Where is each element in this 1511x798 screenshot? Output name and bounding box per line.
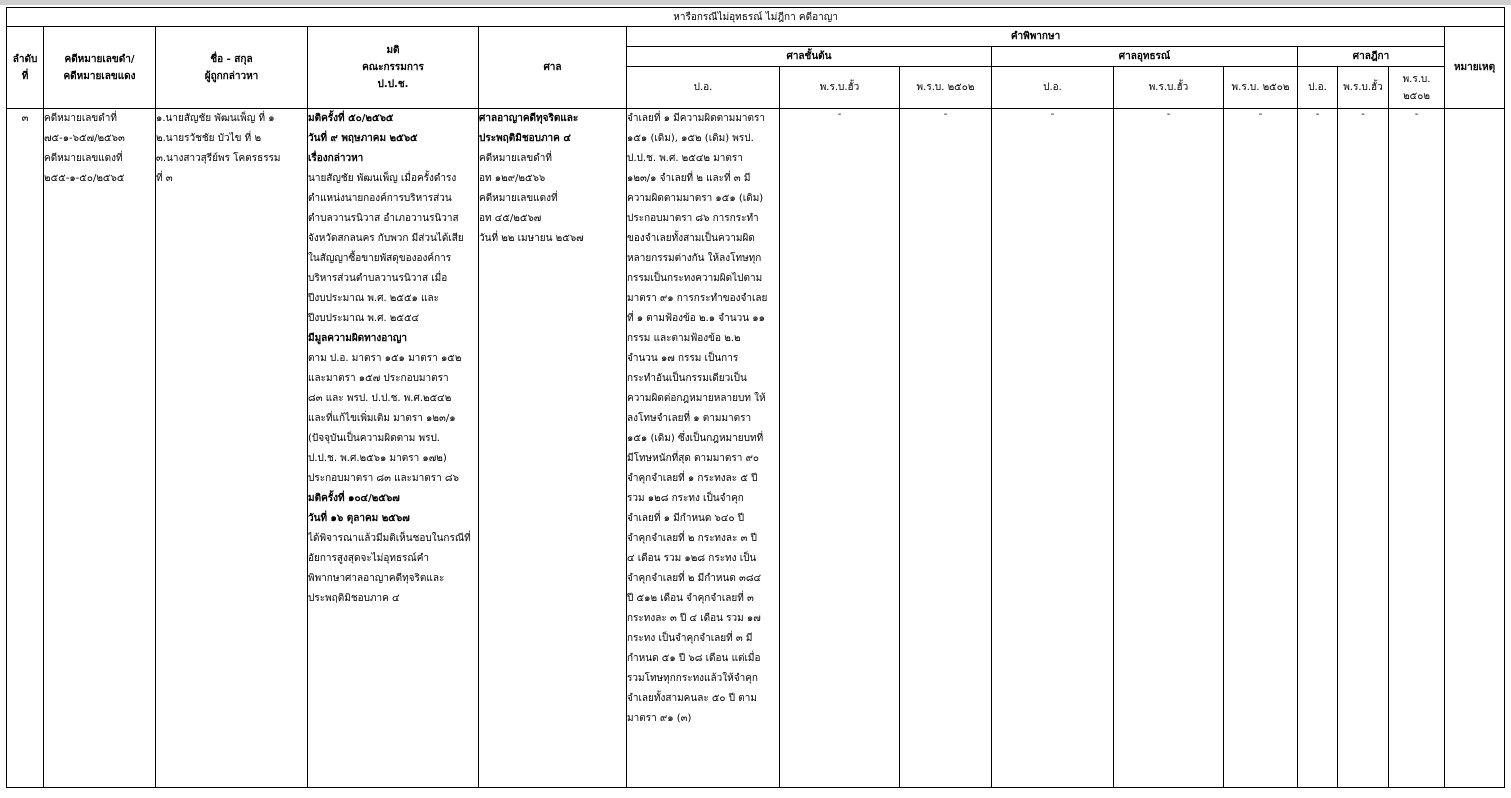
court-line: วันที่ ๒๒ เมษายน ๒๕๖๗	[479, 233, 584, 244]
judgment-line: ป.ป.ช. พ.ศ. ๒๕๔๒ มาตรา	[627, 153, 743, 164]
header-remarks: หมายเหตุ	[1445, 27, 1505, 109]
judgment-line: ความผิดตามมาตรา ๑๕๑ (เดิม)	[627, 193, 764, 204]
judgment-line: ของจำเลยทั้งสามเป็นความผิด	[627, 233, 755, 244]
judgment-line: กำหนด ๕๑ ปี ๖๘ เดือน แต่เมื่อ	[627, 653, 761, 664]
resolution-line: และที่แก้ไขเพิ่มเติม มาตรา ๑๒๓/๑	[308, 413, 456, 424]
judgment-line: มีโทษหนักที่สุด ตามมาตรา ๙๐	[627, 453, 759, 464]
judgment-line: กระทง เป็นจำคุกจำเลยที่ ๓ มี	[627, 633, 753, 644]
header-first-court: ศาลชั้นต้น	[627, 47, 992, 67]
resolution-line: ได้พิจารณาแล้วมีมติเห็นชอบในกรณีที่	[308, 533, 471, 544]
court-line: อท ๑๒๙/๒๕๖๖	[479, 173, 546, 184]
resolution-line: วันที่ ๙ พฤษภาคม ๒๕๖๕	[308, 133, 418, 144]
court-line: คดีหมายเลขดำที่	[479, 153, 552, 164]
resolution-line: ปีงบประมาณ พ.ศ. ๒๕๕๑ และ	[308, 293, 440, 304]
appeal-po-value: -	[992, 109, 1114, 788]
header-order: ลำดับ ที่	[7, 27, 44, 109]
resolution-line: (ปัจจุบันเป็นความผิดตาม พรป.	[308, 433, 440, 444]
resolution-line: บริหารส่วนตำบลวานรนิวาส เมื่อ	[308, 273, 448, 284]
row-remarks	[1445, 109, 1505, 788]
first-prb-hua-value: -	[780, 109, 900, 788]
case-table	[6, 7, 1505, 788]
header-resolution: มติ คณะกรรมการ ป.ป.ช.	[308, 27, 479, 109]
top-edge	[0, 0, 1511, 5]
sub-appeal-prb-2502: พ.ร.บ. ๒๕๐๒	[1224, 67, 1298, 109]
judgment-line: จำคุกจำเลยที่ ๒ กระทงละ ๓ ปี	[627, 533, 757, 544]
resolution-line: มติครั้งที่ ๑๐๔/๒๕๖๗	[308, 493, 400, 504]
judgment-line: มาตรา ๙๑ (๓)	[627, 713, 692, 724]
court-line: คดีหมายเลขแดงที่	[479, 193, 558, 204]
header-names: ชื่อ - สกุล ผู้ถูกกล่าวหา	[156, 27, 308, 109]
court-line: ศาลอาญาคดีทุจริตและ	[479, 113, 579, 124]
judgment-line: รวม ๑๒๘ กระทง เป็นจำคุก	[627, 493, 744, 504]
judgment-line: จำนวน ๑๗ กรรม เป็นการ	[627, 353, 739, 364]
judgment-line: จำเลยทั้งสามคนละ ๕๐ ปี ตาม	[627, 693, 757, 704]
judgment-line: จำคุกจำเลยที่ ๒ มีกำหนด ๓๘๔	[627, 573, 762, 584]
sub-supreme-po: ป.อ.	[1298, 67, 1338, 109]
judgment-line: ๑๒๓/๑ จำเลยที่ ๒ และที่ ๓ มี	[627, 173, 751, 184]
judgment-line: จำคุกจำเลยที่ ๑ กระทงละ ๕ ปี	[627, 473, 758, 484]
sub-first-prb-2502: พ.ร.บ. ๒๕๐๒	[900, 67, 992, 109]
court-line: อท ๔๕/๒๕๖๗	[479, 213, 542, 224]
judgment-line: ปี ๕๑๒ เดือน จำคุกจำเลยที่ ๓	[627, 593, 754, 604]
resolution-line: และมาตรา ๑๕๗ ประกอบมาตรา	[308, 373, 449, 384]
resolution-line: มติครั้งที่ ๕๐/๒๕๖๕	[308, 113, 394, 124]
row-resolution	[308, 109, 479, 788]
row-order: ๓	[7, 109, 44, 788]
resolution-line: ตำบลวานรนิวาส อำเภอวานรนิวาส	[308, 213, 459, 224]
header-supreme-court: ศาลฎีกา	[1298, 47, 1445, 67]
judgment-line: ๔ เดือน รวม ๑๒๘ กระทง เป็น	[627, 553, 757, 564]
court-line: ประพฤติมิชอบภาค ๔	[479, 133, 571, 144]
resolution-line: ปีงบประมาณ พ.ศ. ๒๕๕๔	[308, 313, 420, 324]
header-case-no: คดีหมายเลขดำ/ คดีหมายเลขแดง	[44, 27, 156, 109]
sub-appeal-po: ป.อ.	[992, 67, 1114, 109]
resolution-line: ป.ป.ช. พ.ศ.๒๕๖๑ มาตรา ๑๗๒)	[308, 453, 447, 464]
resolution-line: ประกอบมาตรา ๘๓ และมาตรา ๘๖	[308, 473, 459, 484]
table-row	[7, 109, 1505, 788]
judgment-line: ๑๕๑ (เดิม) ซึ่งเป็นกฎหมายบทที่	[627, 433, 764, 444]
sub-supreme-prb-2502: พ.ร.บ. ๒๕๐๒	[1389, 67, 1445, 109]
judgment-line: มาตรา ๙๑ การกระทำของจำเลย	[627, 293, 768, 304]
judgment-line: หลายกรรมต่างกัน ให้ลงโทษทุก	[627, 253, 762, 264]
judgment-line: กรรม และตามฟ้องข้อ ๒.๒	[627, 333, 741, 344]
judgment-line: จำเลยที่ ๑ มีกำหนด ๖๔๐ ปี	[627, 513, 745, 524]
resolution-line: ในสัญญาซื้อขายพัสดุขององค์การ	[308, 253, 452, 264]
row-court	[479, 109, 627, 788]
header-court: ศาล	[479, 27, 627, 109]
judgment-line: ความผิดต่อกฎหมายหลายบท ให้	[627, 393, 766, 404]
resolution-line: ตำแหน่งนายกองค์การบริหารส่วน	[308, 193, 452, 204]
resolution-line: พิพากษาศาลอาญาคดีทุจริตและ	[308, 573, 445, 584]
judgment-line: กรรมเป็นกระทงความผิดไปตาม	[627, 273, 763, 284]
supreme-po-value: -	[1298, 109, 1338, 788]
judgment-line: จำเลยที่ ๑ มีความผิดตามมาตรา	[627, 113, 766, 124]
sub-first-prb-hua: พ.ร.บ.ฮั้ว	[780, 67, 900, 109]
appeal-prb-hua-value: -	[1114, 109, 1224, 788]
resolution-line: มีมูลความผิดทางอาญา	[308, 333, 408, 344]
row-case-no: คดีหมายเลขดำที่ ๗๕-๑-๖๕๗/๒๕๖๓ คดีหมายเลขแดงที่ ๒๕๕-๑-๕๐/๒๕๖๕	[44, 109, 156, 788]
judgment-line: รวมโทษทุกกระทงแล้วให้จำคุก	[627, 673, 758, 684]
judgment-line: ที่ ๑ ตามฟ้องข้อ ๒.๑ จำนวน ๑๑	[627, 313, 765, 324]
row-names: ๑.นายสัญชัย พัฒนเพ็ญ ที่ ๑ ๒.นายรวัชชัย บัวไข ที่ ๒ ๓.นางสาวสุรีย์พร โคตรธรรม ที่ ๓	[156, 109, 308, 788]
judgment-line: ลงโทษจำเลยที่ ๑ ตามมาตรา	[627, 413, 752, 424]
resolution-line: วันที่ ๑๖ ตุลาคม ๒๕๖๗	[308, 513, 410, 524]
judgment-line: กระทงละ ๓ ปี ๔ เดือน รวม ๑๗	[627, 613, 761, 624]
sub-appeal-prb-hua: พ.ร.บ.ฮั้ว	[1114, 67, 1224, 109]
resolution-line: จังหวัดสกลนคร กับพวก มีส่วนได้เสีย	[308, 233, 464, 244]
first-prb-2502-value: -	[900, 109, 992, 788]
header-judgment: คำพิพากษา	[627, 27, 1445, 47]
resolution-line: เรื่องกล่าวหา	[308, 153, 364, 164]
header-appeal-court: ศาลอุทธรณ์	[992, 47, 1298, 67]
resolution-line: ประพฤติมิชอบภาค ๔	[308, 593, 400, 604]
resolution-line: อัยการสูงสุดจะไม่อุทธรณ์คำ	[308, 553, 429, 564]
row-judgment	[627, 109, 780, 788]
judgment-line: กระทำอันเป็นกรรมเดียวเป็น	[627, 373, 747, 384]
supreme-prb-hua-value: -	[1338, 109, 1389, 788]
judgment-line: ๑๕๑ (เดิม), ๑๕๒ (เดิม) พรป.	[627, 133, 754, 144]
resolution-line: ตาม ป.อ. มาตรา ๑๕๑ มาตรา ๑๕๒	[308, 353, 462, 364]
resolution-line: นายสัญชัย พัฒนเพ็ญ เมื่อครั้งดำรง	[308, 173, 457, 184]
sub-first-po: ป.อ.	[627, 67, 780, 109]
table-banner: หารือกรณีไม่อุทธรณ์ ไม่ฎีกา คดีอาญา	[7, 8, 1505, 27]
judgment-line: ประกอบมาตรา ๘๖ การกระทำ	[627, 213, 759, 224]
supreme-prb-2502-value: -	[1389, 109, 1445, 788]
appeal-prb-2502-value: -	[1224, 109, 1298, 788]
resolution-line: ๘๓ และ พรป. ป.ป.ช. พ.ศ.๒๕๔๒	[308, 393, 452, 404]
sub-supreme-prb-hua: พ.ร.บ.ฮั้ว	[1338, 67, 1389, 109]
